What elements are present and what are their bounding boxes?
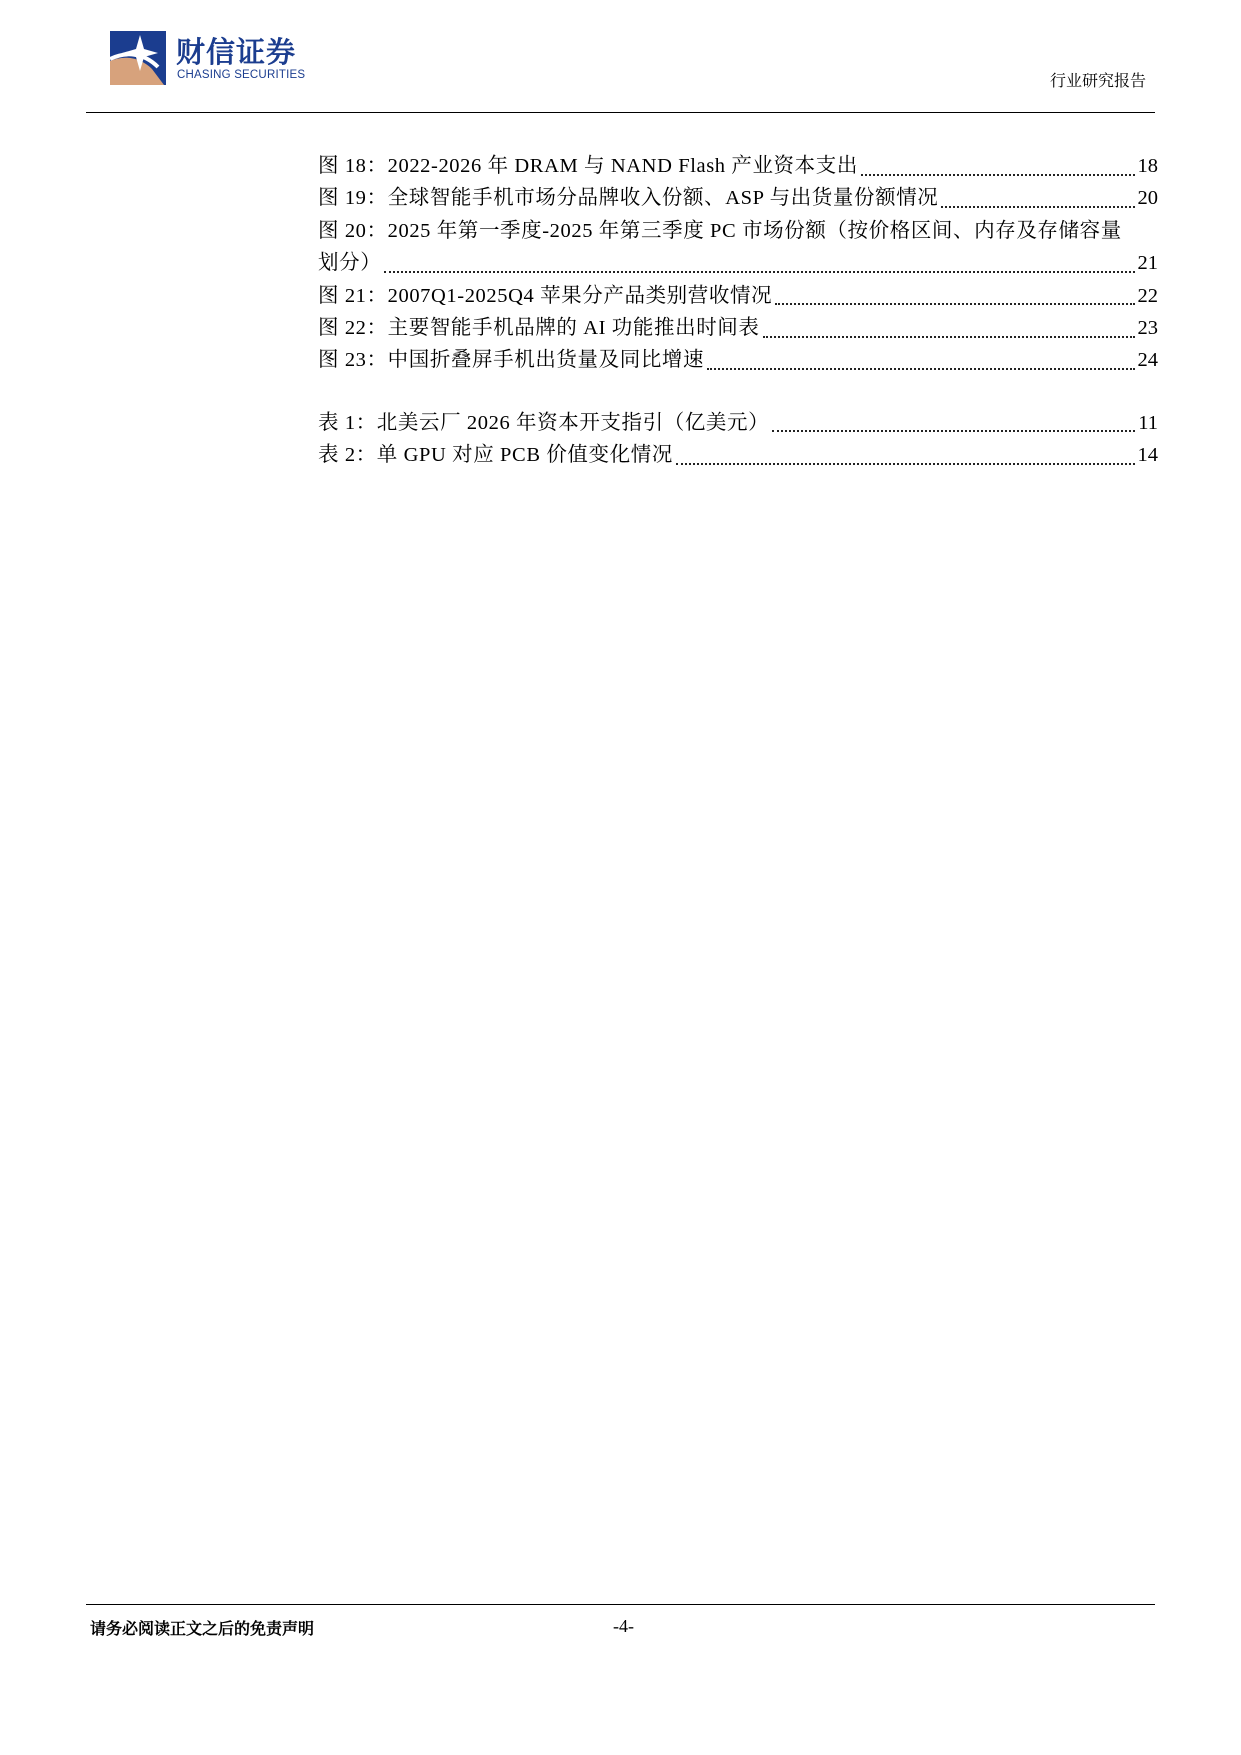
toc-entry-label: 图 20：2025 年第一季度-2025 年第三季度 PC 市场份额（按价格区间、内存及存储容量: [318, 219, 1122, 242]
toc-dot-leader: [384, 270, 1134, 273]
header-divider: [86, 112, 1155, 113]
toc-entry-figure-22[interactable]: [318, 312, 1158, 344]
disclaimer-notice: 请务必阅读正文之后的免责声明: [90, 1619, 315, 1638]
toc-entry-figure-18[interactable]: [318, 150, 1158, 182]
toc-dot-leader: [861, 173, 1135, 176]
toc-dot-leader: [775, 302, 1134, 305]
toc-entry-label: 表 1：北美云厂 2026 年资本开支指引（亿美元）: [318, 411, 770, 434]
report-type-label: 行业研究报告: [1049, 71, 1146, 90]
toc-entry-label: 图 18：2022-2026 年 DRAM 与 NAND Flash 产业资本支出: [318, 155, 858, 177]
toc-entry-label: 图 19：全球智能手机市场分品牌收入份额、ASP 与出货量份额情况: [318, 187, 939, 210]
page-number: -4-: [613, 1616, 634, 1636]
toc-entry-page: 21: [1137, 252, 1158, 275]
toc-entry-page: 23: [1137, 316, 1158, 339]
page-header: [0, 0, 1241, 115]
logo-english-name: CHASING SECURITIES: [177, 69, 306, 81]
toc-entry-figure-19[interactable]: [318, 182, 1158, 214]
toc-entry-label: 表 2：单 GPU 对应 PCB 价值变化情况: [318, 444, 673, 467]
toc-dot-leader: [676, 462, 1135, 465]
toc-dot-leader: [941, 205, 1134, 208]
toc-dot-leader: [763, 335, 1135, 338]
toc-entry-page: 20: [1137, 187, 1158, 210]
toc-entry-page: 22: [1137, 284, 1158, 307]
footer-divider: [86, 1604, 1155, 1605]
toc-entry-figure-23[interactable]: [318, 344, 1158, 376]
toc-entry-table-2[interactable]: [318, 439, 1158, 471]
toc-entry-figure-20[interactable]: [318, 215, 1158, 280]
toc-entry-table-1[interactable]: [318, 407, 1158, 439]
toc-entry-figure-21[interactable]: [318, 280, 1158, 312]
toc-dot-leader: [707, 367, 1134, 370]
toc-entry-label: 图 23：中国折叠屏手机出货量及同比增速: [318, 349, 705, 372]
toc-entry-label: 图 21：2007Q1-2025Q4 苹果分产品类别营收情况: [318, 284, 773, 307]
toc-dot-leader: [772, 429, 1135, 432]
toc-group-spacer: [318, 377, 1158, 407]
toc-entry-page: 18: [1137, 155, 1158, 177]
toc-entry-page: 11: [1138, 411, 1158, 434]
chasing-securities-logo-icon: [106, 29, 168, 87]
toc-entry-page: 14: [1137, 444, 1158, 467]
table-of-contents: [318, 150, 1158, 472]
toc-entry-label-continued: 划分）: [318, 252, 382, 275]
logo-chinese-name: 财信证券: [176, 35, 297, 69]
toc-entry-page: 24: [1137, 349, 1158, 372]
toc-entry-label: 图 22：主要智能手机品牌的 AI 功能推出时间表: [318, 316, 760, 339]
